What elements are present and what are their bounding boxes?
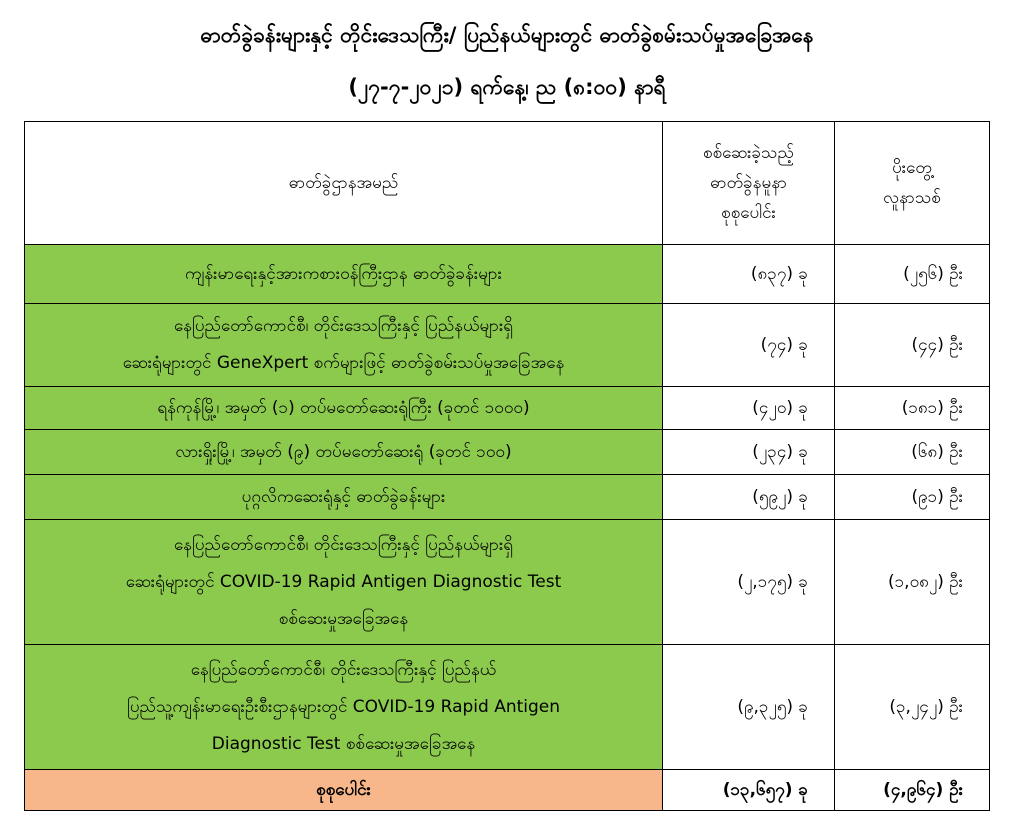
lab-name-line: နေပြည်တော်ကောင်စီ၊ တိုင်းဒေသကြီးနှင့် ပြည်နယ် xyxy=(190,659,497,680)
lab-name-cell xyxy=(25,430,663,475)
positive-cell: (၉၁) ဦး xyxy=(835,475,990,520)
tested-cell: (၈၃၇) ခု xyxy=(663,245,835,304)
lab-name-cell xyxy=(25,304,663,387)
tested-cell: (၂,၁၇၅) ခု xyxy=(663,520,835,645)
lab-name-cell xyxy=(25,387,663,430)
header-positive xyxy=(835,122,990,245)
positive-cell: (၆၈) ဦး xyxy=(835,430,990,475)
lab-name-line: ပုဂ္ဂလိကဆေးရုံနှင့် ဓာတ်ခွဲခန်းများ xyxy=(241,486,446,507)
lab-name-cell xyxy=(25,245,663,304)
total-tested: (၁၃,၆၅၇) ခု xyxy=(663,770,835,811)
tested-cell: (၇၄) ခု xyxy=(663,304,835,387)
header-tested-line: စုစုပေါင်း xyxy=(721,203,776,223)
total-positive: (၄,၉၆၄) ဦး xyxy=(835,770,990,811)
positive-cell: (၂၅၆) ဦး xyxy=(835,245,990,304)
lab-name-line: စစ်ဆေးမှုအခြေအနေ xyxy=(278,608,409,629)
report-date: (၂၇-၇-၂၀၂၁) ရက်နေ့၊ ည (၈:၀၀) နာရီ xyxy=(348,75,666,99)
tested-cell: (၄၂၀) ခု xyxy=(663,387,835,430)
header-tested-line: ဓာတ်ခွဲနမူနာ xyxy=(710,173,787,193)
lab-name-cell xyxy=(25,645,663,770)
lab-name-line: နေပြည်တော်ကောင်စီ၊ တိုင်းဒေသကြီးနှင့် ပြည်နယ်များရှိ xyxy=(173,316,514,336)
table-row xyxy=(25,387,990,430)
report-title: ဓာတ်ခွဲခန်းများနှင့် တိုင်းဒေသကြီး/ ပြည်နယ်များတွင် ဓာတ်ခွဲစမ်းသပ်မှုအခြေအနေ xyxy=(200,23,814,47)
header-tested xyxy=(663,122,835,245)
lab-name-cell xyxy=(25,520,663,645)
lab-name-line: ကျန်းမာရေးနှင့်အားကစားဝန်ကြီးဌာန ဓာတ်ခွဲခန်းများ xyxy=(185,263,502,284)
lab-name-line: လားရှိုးမြို့၊ အမှတ် (၉) တပ်မတော်ဆေးရုံ (ခုတင် ၁၀၀) xyxy=(175,441,512,462)
total-label: စုစုပေါင်း xyxy=(25,770,663,811)
lab-name-line: ဆေးရုံများတွင် COVID-19 Rapid Antigen Diagnostic Test xyxy=(125,571,562,592)
tested-cell: (၉,၃၂၅) ခု xyxy=(663,645,835,770)
table-row xyxy=(25,475,990,520)
table-row xyxy=(25,245,990,304)
lab-name-line: ဆေးရုံများတွင် GeneXpert စက်များဖြင့် ဓာတ်ခွဲစမ်းသပ်မှုအခြေအနေ xyxy=(122,353,565,373)
lab-name-line: Diagnostic Test စစ်ဆေးမှုအခြေအနေ xyxy=(211,733,476,754)
table-row xyxy=(25,645,990,770)
lab-name-line: နေပြည်တော်ကောင်စီ၊ တိုင်းဒေသကြီးနှင့် ပြည်နယ်များရှိ xyxy=(173,534,514,555)
testing-table xyxy=(24,121,990,811)
header-lab-name: ဓာတ်ခွဲဌာနအမည် xyxy=(25,122,663,245)
header-positive-line: လူနာသစ် xyxy=(883,188,941,208)
positive-cell: (၁,၀၈၂) ဦး xyxy=(835,520,990,645)
header-positive-line: ပိုးတွေ့ xyxy=(892,158,932,178)
lab-name-cell xyxy=(25,475,663,520)
lab-name-line: ရန်ကုန်မြို့၊ အမှတ် (၁) တပ်မတော်ဆေးရုံကြီး (ခုတင် ၁၀၀၀) xyxy=(157,397,530,418)
positive-cell: (၄၄) ဦး xyxy=(835,304,990,387)
table-row xyxy=(25,430,990,475)
positive-cell: (၃,၂၄၂) ဦး xyxy=(835,645,990,770)
total-row xyxy=(25,770,990,811)
header-tested-line: စစ်ဆေးခဲ့သည့် xyxy=(703,143,794,163)
lab-name-line: ပြည်သူ့ကျန်းမာရေးဦးစီးဌာနများတွင် COVID-19 Rapid Antigen xyxy=(126,696,561,717)
table-row xyxy=(25,520,990,645)
tested-cell: (၅၉၂) ခု xyxy=(663,475,835,520)
table-header-row xyxy=(25,122,990,245)
table-row xyxy=(25,304,990,387)
positive-cell: (၁၈၁) ဦး xyxy=(835,387,990,430)
tested-cell: (၂၃၄) ခု xyxy=(663,430,835,475)
